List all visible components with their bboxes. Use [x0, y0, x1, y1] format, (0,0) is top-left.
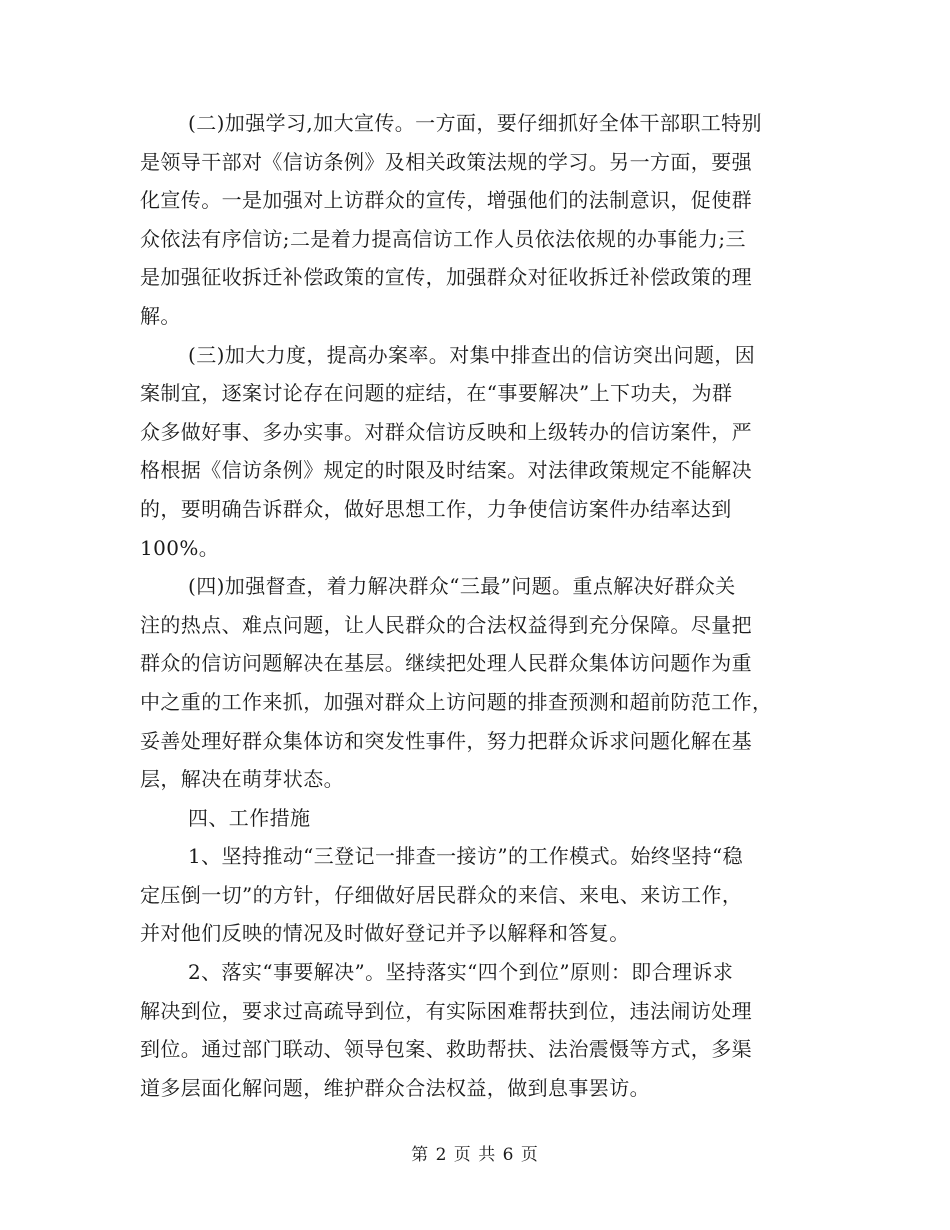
text-line: 1、坚持推动“三登记一排查一接访”的工作模式。始终坚持“稳: [188, 844, 743, 869]
text-line: 妥善处理好群众集体访和突发性事件，努力把群众诉求问题化解在基: [140, 728, 752, 753]
paragraph-section-2: [140, 104, 810, 335]
document-body: [140, 104, 810, 1107]
text-line: 众依法有序信访;二是着力提高信访工作人员依法依规的办事能力;三: [140, 226, 746, 251]
section-heading: [140, 799, 810, 837]
text-line: 并对他们反映的情况及时做好登记并予以解释和答复。: [140, 921, 630, 946]
text-line: 定压倒一切”的方针，仔细做好居民群众的来信、来电、来访工作，: [140, 882, 743, 907]
text-line: 众多做好事、多办实事。对群众信访反映和上级转办的信访案件，严: [140, 419, 752, 444]
page-number-footer: 第 2 页 共 6 页: [411, 1145, 539, 1165]
paragraph-section-4: [140, 567, 810, 798]
text-line: (二)加强学习,加大宣传。一方面，要仔细抓好全体干部职工特别: [188, 111, 762, 135]
text-line: 道多层面化解问题，维护群众合法权益，做到息事罢访。: [140, 1075, 650, 1100]
text-line: 格根据《信访条例》规定的时限及时结案。对法律政策规定不能解决: [140, 458, 752, 483]
text-line: 的，要明确告诉群众，做好思想工作，力争使信访案件办结率达到: [140, 496, 732, 521]
text-line: 层，解决在萌芽状态。: [140, 767, 344, 792]
heading-line: 四、工作措施: [188, 805, 311, 830]
text-line: 100%。: [140, 535, 220, 560]
text-line: 解。: [140, 303, 181, 328]
text-line: 到位。通过部门联动、领导包案、救助帮扶、法治震慑等方式，多渠: [140, 1037, 752, 1062]
text-line: 是领导干部对《信访条例》及相关政策法规的学习。另一方面，要强: [140, 149, 752, 174]
text-line: 2、落实“事要解决”。坚持落实“四个到位”原则：即合理诉求: [188, 960, 734, 985]
text-line: 是加强征收拆迁补偿政策的宣传，加强群众对征收拆迁补偿政策的理: [140, 265, 752, 290]
paragraph-measure-2: [140, 953, 810, 1107]
text-line: (四)加强督查，着力解决群众“三最”问题。重点解决好群众关: [188, 574, 736, 599]
paragraph-section-3: [140, 336, 810, 567]
text-line: (三)加大力度，提高办案率。对集中排查出的信访突出问题，因: [188, 342, 756, 367]
text-line: 群众的信访问题解决在基层。继续把处理人民群众集体访问题作为重: [140, 651, 752, 676]
paragraph-measure-1: [140, 837, 810, 952]
text-line: 解决到位，要求过高疏导到位，有实际困难帮扶到位，违法闹访处理: [140, 998, 752, 1023]
text-line: 中之重的工作来抓，加强对群众上访问题的排查预测和超前防范工作，: [140, 689, 773, 714]
text-line: 化宣传。一是加强对上访群众的宣传，增强他们的法制意识，促使群: [140, 188, 752, 213]
text-line: 案制宜，逐案讨论存在问题的症结，在“事要解决”上下功夫，为群: [140, 381, 733, 406]
text-line: 注的热点、难点问题，让人民群众的合法权益得到充分保障。尽量把: [140, 612, 752, 637]
